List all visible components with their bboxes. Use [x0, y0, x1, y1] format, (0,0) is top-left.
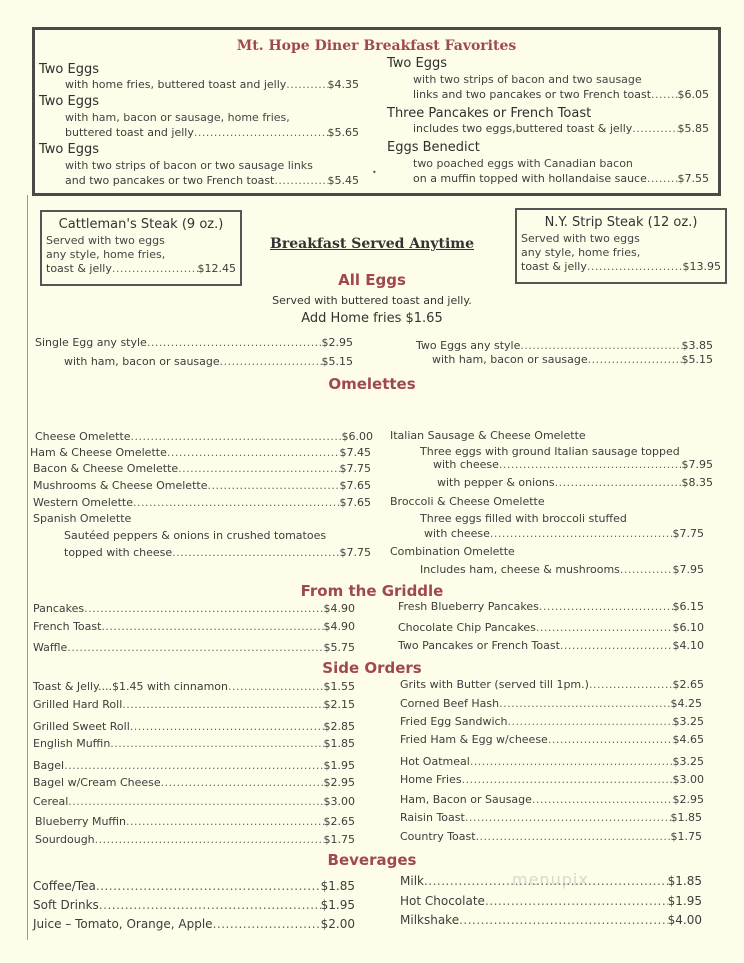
main-heading: Breakfast Served Anytime	[270, 236, 474, 252]
menu-item: topped with cheese ..... $7.75	[64, 546, 371, 562]
fav-item-line: and two pancakes or two French toast ..... $5.45	[39, 174, 359, 190]
fav-item-desc: with two strips of bacon and two sausage	[413, 73, 642, 86]
section-heading-all-eggs: All Eggs	[338, 271, 406, 289]
menu-item: Milkshake ..... $4.00	[400, 913, 702, 929]
section-heading-side-orders: Side Orders	[322, 659, 422, 677]
fav-item-title: Two Eggs	[39, 62, 99, 77]
menu-item: Bagel ..... $1.95	[33, 759, 355, 775]
menu-item: Juice – Tomato, Orange, Apple ..... $2.00	[33, 917, 355, 933]
section-heading-omelettes: Omelettes	[328, 375, 416, 393]
menu-item: with pepper & onions ..... $8.35	[437, 476, 713, 492]
menu-item-title: Spanish Omelette	[33, 512, 132, 525]
menu-item: Mushrooms & Cheese Omelette ..... $7.65	[33, 479, 371, 495]
menu-item: Fried Ham & Egg w/cheese ..... $4.65	[400, 733, 704, 749]
all-eggs-home-fries-note: Add Home fries $1.65	[301, 311, 443, 326]
fav-item-desc: two poached eggs with Canadian bacon	[413, 157, 633, 170]
fav-item-line: links and two pancakes or two French toast ..... $6.05	[387, 88, 709, 104]
menu-item: English Muffin ..... $1.85	[33, 737, 355, 753]
menu-item: Blueberry Muffin ..... $2.65	[35, 815, 355, 831]
menu-item: Toast & Jelly....$1.45 with cinnamon ..... $1.55	[33, 680, 355, 696]
menu-item: Ham & Cheese Omelette ..... $7.45	[30, 446, 371, 462]
fav-item-line: on a muffin topped with hollandaise sauce ..... $7.55	[387, 172, 709, 188]
cattleman-steak-box: Cattleman's Steak (9 oz.) Served with two eggs any style, home fries, toast & jelly ..... $12.45	[40, 210, 242, 286]
menu-item: Chocolate Chip Pancakes ..... $6.10	[398, 621, 704, 637]
section-heading-griddle: From the Griddle	[300, 582, 444, 600]
fav-item-title: Two Eggs	[39, 142, 99, 157]
menu-item: Fried Egg Sandwich ..... $3.25	[400, 715, 704, 731]
favorites-title: Mt. Hope Diner Breakfast Favorites	[236, 38, 517, 54]
favorites-left-column	[39, 62, 359, 190]
menu-item: Pancakes ..... $4.90	[33, 602, 355, 618]
menu-item: Coffee/Tea ..... $1.85	[33, 879, 355, 895]
steak-price-line: toast & jelly ..... $13.95	[521, 260, 721, 274]
fav-item-desc: with ham, bacon or sausage, home fries,	[65, 111, 290, 124]
menu-item: with cheese ..... $7.95	[433, 458, 713, 474]
watermark: menupix	[512, 870, 589, 889]
fav-item-title: Two Eggs	[39, 94, 99, 109]
menu-item: with ham, bacon or sausage ..... $5.15	[432, 353, 713, 369]
menu-item: Two Eggs any style ..... $3.85	[416, 339, 713, 355]
menu-item: Cheese Omelette ..... $6.00	[35, 430, 373, 446]
ny-strip-steak-box: N.Y. Strip Steak (12 oz.) Served with two eggs any style, home fries, toast & jelly ..... $13.95	[515, 208, 727, 284]
menu-item: Waffle ..... $5.75	[33, 641, 355, 657]
menu-item: Grilled Hard Roll ..... $2.15	[33, 698, 355, 714]
menu-item: Ham, Bacon or Sausage ..... $2.95	[400, 793, 704, 809]
menu-item-title: Italian Sausage & Cheese Omelette	[390, 429, 586, 442]
menu-item: with cheese ..... $7.75	[424, 527, 704, 543]
menu-item: Single Egg any style ..... $2.95	[35, 336, 353, 352]
menu-item-title: Combination Omelette	[390, 545, 515, 558]
menu-item: Grilled Sweet Roll ..... $2.85	[33, 720, 355, 736]
menu-item: with ham, bacon or sausage ..... $5.15	[64, 355, 353, 371]
steak-price-line: toast & jelly ..... $12.45	[46, 262, 236, 276]
fav-item-line: buttered toast and jelly ..... $5.65	[39, 126, 359, 142]
stray-mark: •	[372, 168, 377, 177]
fav-item-title: Two Eggs	[387, 56, 447, 71]
menu-item: Cereal ..... $3.00	[33, 795, 355, 811]
menu-item: Two Pancakes or French Toast ..... $4.10	[398, 639, 704, 655]
menu-item: Fresh Blueberry Pancakes ..... $6.15	[398, 600, 704, 616]
all-eggs-note: Served with buttered toast and jelly.	[272, 294, 472, 307]
menu-item-desc: Sautéed peppers & onions in crushed tomatoes	[64, 529, 327, 542]
menu-item: Bagel w/Cream Cheese ..... $2.95	[33, 776, 355, 792]
menu-item: Bacon & Cheese Omelette ..... $7.75	[33, 462, 371, 478]
favorites-right-column	[387, 56, 709, 188]
fav-item-line: includes two eggs,buttered toast & jelly ..... $5.85	[387, 122, 709, 138]
menu-item-desc: Three eggs filled with broccoli stuffed	[420, 512, 627, 525]
menu-item: Country Toast ..... $1.75	[400, 830, 702, 846]
menu-item: Includes ham, cheese & mushrooms ..... $7.95	[420, 563, 704, 579]
menu-item: Home Fries ..... $3.00	[400, 773, 704, 789]
menu-item: Sourdough ..... $1.75	[35, 833, 355, 849]
menu-item: Grits with Butter (served till 1pm.) ..... $2.65	[400, 678, 704, 694]
section-heading-beverages: Beverages	[327, 851, 417, 869]
menu-item: Soft Drinks ..... $1.95	[33, 898, 355, 914]
steak-title: N.Y. Strip Steak (12 oz.)	[544, 215, 698, 230]
menu-item: Corned Beef Hash ..... $4.25	[400, 697, 702, 713]
menu-item: Western Omelette ..... $7.65	[33, 496, 371, 512]
menu-item: Milk ..... $1.85	[400, 874, 702, 890]
fav-item-line: with home fries, buttered toast and jelly ..... $4.35	[39, 78, 359, 94]
menu-item: French Toast ..... $4.90	[33, 620, 355, 636]
fav-item-title: Three Pancakes or French Toast	[387, 106, 592, 121]
menu-item: Hot Chocolate ..... $1.95	[400, 894, 702, 910]
menu-item: Raisin Toast ..... $1.85	[400, 811, 702, 827]
fav-item-desc: with two strips of bacon or two sausage links	[65, 159, 313, 172]
fav-item-title: Eggs Benedict	[387, 140, 480, 155]
menu-item-desc: Three eggs with ground Italian sausage topped	[420, 445, 680, 458]
menu-item: Hot Oatmeal ..... $3.25	[400, 755, 704, 771]
menu-item-title: Broccoli & Cheese Omelette	[390, 495, 545, 508]
steak-title: Cattleman's Steak (9 oz.)	[58, 217, 224, 232]
